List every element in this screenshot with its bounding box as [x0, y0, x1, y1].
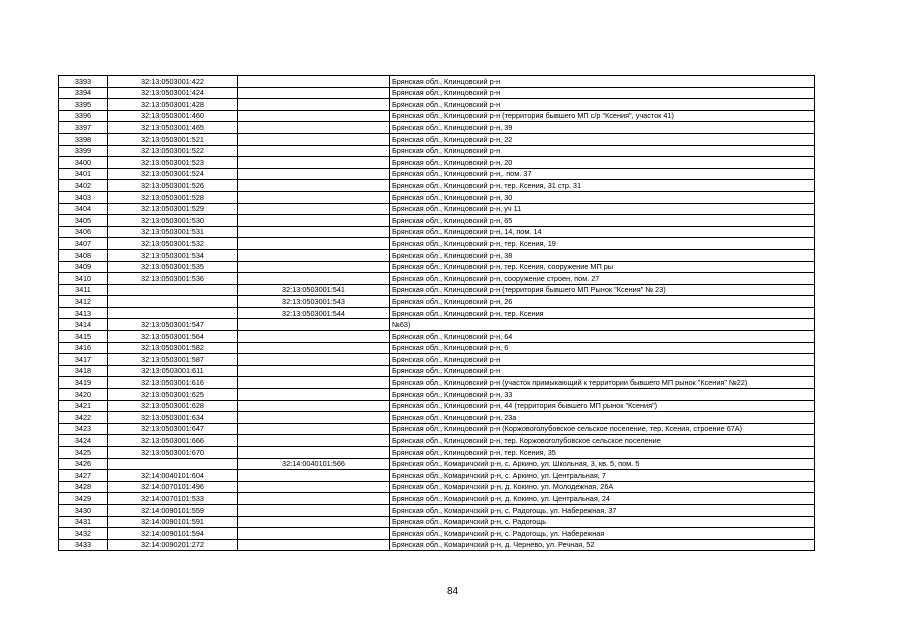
row-number-cell: 3416 [59, 342, 108, 354]
table-row [59, 145, 815, 157]
cadastral-number-cell: 32:13:0503001:647 [108, 423, 238, 435]
row-number-cell: 3400 [59, 157, 108, 169]
cadastral-number-cell: 32:13:0503001:611 [108, 365, 238, 377]
cadastral-number-cell: 32:13:0503001:547 [108, 319, 238, 331]
table-row [59, 249, 815, 261]
cadastral-number-cell: 32:13:0503001:422 [108, 76, 238, 88]
linked-cadastral-number-cell: 32:14:0040101:566 [238, 458, 390, 470]
cadastral-number-cell [108, 284, 238, 296]
table-row [59, 87, 815, 99]
cadastral-number-cell: 32:13:0503001:530 [108, 215, 238, 227]
row-number-cell: 3432 [59, 528, 108, 540]
address-cell: Брянская обл., Клинцовский р-н, 26 [390, 296, 815, 308]
linked-cadastral-number-cell [238, 528, 390, 540]
address-cell: Брянская обл., Клинцовский р-н, 38 [390, 249, 815, 261]
cadastral-number-cell: 32:13:0503001:536 [108, 273, 238, 285]
table-row [59, 133, 815, 145]
address-cell: Брянская обл., Клинцовский р-н (Коржовоголубовское сельское поселение, тер. Ксения, строение 67А) [390, 423, 815, 435]
linked-cadastral-number-cell [238, 435, 390, 447]
row-number-cell: 3406 [59, 226, 108, 238]
linked-cadastral-number-cell [238, 238, 390, 250]
address-cell: Брянская обл., Клинцовский р-н, 22 [390, 133, 815, 145]
row-number-cell: 3418 [59, 365, 108, 377]
table-row [59, 191, 815, 203]
cadastral-number-cell: 32:13:0503001:634 [108, 412, 238, 424]
address-cell: Брянская обл., Клинцовский р-н, сооружение строен, пом. 27 [390, 273, 815, 285]
address-cell: Брянская обл., Клинцовский р-н, 64 [390, 331, 815, 343]
table-row [59, 342, 815, 354]
linked-cadastral-number-cell [238, 87, 390, 99]
table-row [59, 470, 815, 482]
table-row [59, 458, 815, 470]
row-number-cell: 3410 [59, 273, 108, 285]
address-cell: Брянская обл., Клинцовский р-н, тер. Ксения, 35 [390, 447, 815, 459]
table-row [59, 423, 815, 435]
table-row [59, 307, 815, 319]
linked-cadastral-number-cell: 32:13:0503001:544 [238, 307, 390, 319]
table-body [59, 76, 815, 551]
table-row [59, 226, 815, 238]
cadastral-number-cell: 32:13:0503001:526 [108, 180, 238, 192]
address-cell: Брянская обл., Клинцовский р-н, тер. Ксения, сооружение МП ры [390, 261, 815, 273]
linked-cadastral-number-cell [238, 516, 390, 528]
linked-cadastral-number-cell [238, 168, 390, 180]
cadastral-number-cell: 32:13:0503001:534 [108, 249, 238, 261]
address-cell: Брянская обл., Клинцовский р-н (территория бывшего МП с/р "Ксения", участок 41) [390, 110, 815, 122]
row-number-cell: 3430 [59, 504, 108, 516]
address-cell: Брянская обл., Клинцовский р-н, 44 (территория бывшего МП рынок "Ксения") [390, 400, 815, 412]
row-number-cell: 3403 [59, 191, 108, 203]
table-row [59, 412, 815, 424]
cadastral-number-cell: 32:13:0503001:616 [108, 377, 238, 389]
address-cell: Брянская обл., Комаричский р-н, с. Аркино, ул. Школьная, 3, кв. 5, пом. 5 [390, 458, 815, 470]
linked-cadastral-number-cell [238, 191, 390, 203]
address-cell: Брянская обл., Клинцовский р-н [390, 354, 815, 366]
address-cell: Брянская обл., Клинцовский р-н, 20 [390, 157, 815, 169]
row-number-cell: 3417 [59, 354, 108, 366]
address-cell: Брянская обл., Клинцовский р-н [390, 87, 815, 99]
row-number-cell: 3426 [59, 458, 108, 470]
table-row [59, 284, 815, 296]
linked-cadastral-number-cell [238, 249, 390, 261]
table-row [59, 528, 815, 540]
table-row [59, 481, 815, 493]
address-cell: Брянская обл., Клинцовский р-н, 6 [390, 342, 815, 354]
linked-cadastral-number-cell [238, 226, 390, 238]
row-number-cell: 3428 [59, 481, 108, 493]
address-cell: Брянская обл., Комаричский р-н, с. Радогощь [390, 516, 815, 528]
row-number-cell: 3419 [59, 377, 108, 389]
row-number-cell: 3396 [59, 110, 108, 122]
row-number-cell: 3424 [59, 435, 108, 447]
cadastral-number-cell: 32:14:0090101:559 [108, 504, 238, 516]
table-row [59, 389, 815, 401]
address-cell: Брянская обл., Комаричский р-н, с. Аркино, ул. Центральная, 7 [390, 470, 815, 482]
table-row [59, 296, 815, 308]
linked-cadastral-number-cell [238, 423, 390, 435]
row-number-cell: 3401 [59, 168, 108, 180]
row-number-cell: 3431 [59, 516, 108, 528]
linked-cadastral-number-cell [238, 215, 390, 227]
table-row [59, 400, 815, 412]
linked-cadastral-number-cell [238, 180, 390, 192]
address-cell: Брянская обл., Клинцовский р-н (территория бывшего МП Рынок "Ксения" № 23) [390, 284, 815, 296]
linked-cadastral-number-cell [238, 203, 390, 215]
address-cell: Брянская обл., Комаричский р-н, д. Чернево, ул. Речная, 52 [390, 539, 815, 551]
address-cell: Брянская обл., Комаричский р-н, д. Кокино, ул. Молодежная, 26А [390, 481, 815, 493]
row-number-cell: 3423 [59, 423, 108, 435]
linked-cadastral-number-cell [238, 261, 390, 273]
cadastral-number-cell: 32:13:0503001:531 [108, 226, 238, 238]
cadastral-number-cell: 32:14:0090101:594 [108, 528, 238, 540]
address-cell: №63) [390, 319, 815, 331]
row-number-cell: 3412 [59, 296, 108, 308]
row-number-cell: 3394 [59, 87, 108, 99]
cadastral-number-cell: 32:14:0070101:533 [108, 493, 238, 505]
linked-cadastral-number-cell [238, 342, 390, 354]
cadastral-number-cell: 32:13:0503001:535 [108, 261, 238, 273]
linked-cadastral-number-cell [238, 319, 390, 331]
address-cell: Брянская обл., Клинцовский р-н, тер. Ксения [390, 307, 815, 319]
cadastral-number-cell: 32:13:0503001:521 [108, 133, 238, 145]
table-row [59, 447, 815, 459]
cadastral-number-cell: 32:13:0503001:428 [108, 99, 238, 111]
linked-cadastral-number-cell [238, 470, 390, 482]
row-number-cell: 3421 [59, 400, 108, 412]
table-row [59, 539, 815, 551]
linked-cadastral-number-cell: 32:13:0503001:543 [238, 296, 390, 308]
table-row [59, 354, 815, 366]
address-cell: Брянская обл., Клинцовский р-н, 23а [390, 412, 815, 424]
table-row [59, 435, 815, 447]
row-number-cell: 3397 [59, 122, 108, 134]
linked-cadastral-number-cell [238, 493, 390, 505]
address-cell: Брянская обл., Комаричский р-н, д. Кокино, ул. Центральная, 24 [390, 493, 815, 505]
address-cell: Брянская обл., Клинцовский р-н, 33 [390, 389, 815, 401]
cadastral-number-cell: 32:13:0503001:625 [108, 389, 238, 401]
address-cell: Брянская обл., Клинцовский р-н [390, 76, 815, 88]
address-cell: Брянская обл., Комаричский р-н, с. Радогощь, ул. Набережная [390, 528, 815, 540]
linked-cadastral-number-cell [238, 447, 390, 459]
address-cell: Брянская обл., Клинцовский р-н, 65 [390, 215, 815, 227]
linked-cadastral-number-cell [238, 331, 390, 343]
cadastral-number-cell: 32:14:0090201:272 [108, 539, 238, 551]
row-number-cell: 3408 [59, 249, 108, 261]
row-number-cell: 3407 [59, 238, 108, 250]
table-row [59, 261, 815, 273]
table-row [59, 516, 815, 528]
address-cell: Брянская обл., Клинцовский р-н [390, 365, 815, 377]
address-cell: Брянская обл., Клинцовский р-н, 30 [390, 191, 815, 203]
linked-cadastral-number-cell [238, 481, 390, 493]
table-row [59, 110, 815, 122]
registry-table [58, 75, 815, 551]
row-number-cell: 3395 [59, 99, 108, 111]
linked-cadastral-number-cell [238, 273, 390, 285]
table-row [59, 377, 815, 389]
cadastral-number-cell: 32:13:0503001:522 [108, 145, 238, 157]
address-cell: Брянская обл., Клинцовский р-н, тер. Коржовоголубовское сельское поселение [390, 435, 815, 447]
linked-cadastral-number-cell [238, 99, 390, 111]
linked-cadastral-number-cell [238, 365, 390, 377]
cadastral-number-cell: 32:13:0503001:587 [108, 354, 238, 366]
linked-cadastral-number-cell [238, 157, 390, 169]
cadastral-number-cell [108, 296, 238, 308]
cadastral-number-cell: 32:13:0503001:532 [108, 238, 238, 250]
cadastral-number-cell: 32:14:0040101:604 [108, 470, 238, 482]
row-number-cell: 3425 [59, 447, 108, 459]
cadastral-number-cell: 32:13:0503001:424 [108, 87, 238, 99]
table-row [59, 99, 815, 111]
address-cell: Брянская обл., Клинцовский р-н, тер. Ксения, 19 [390, 238, 815, 250]
table-row [59, 504, 815, 516]
row-number-cell: 3429 [59, 493, 108, 505]
linked-cadastral-number-cell [238, 377, 390, 389]
address-cell: Брянская обл., Клинцовский р-н, 39 [390, 122, 815, 134]
linked-cadastral-number-cell [238, 76, 390, 88]
linked-cadastral-number-cell [238, 133, 390, 145]
row-number-cell: 3393 [59, 76, 108, 88]
row-number-cell: 3427 [59, 470, 108, 482]
cadastral-number-cell: 32:13:0503001:564 [108, 331, 238, 343]
row-number-cell: 3402 [59, 180, 108, 192]
cadastral-number-cell: 32:13:0503001:666 [108, 435, 238, 447]
row-number-cell: 3404 [59, 203, 108, 215]
address-cell: Брянская обл., Клинцовский р-н (участок примыкающий к территории бывшего МП рынок "Ксения" №22) [390, 377, 815, 389]
cadastral-number-cell [108, 458, 238, 470]
cadastral-number-cell: 32:14:0090101:591 [108, 516, 238, 528]
row-number-cell: 3433 [59, 539, 108, 551]
row-number-cell: 3415 [59, 331, 108, 343]
table-row [59, 168, 815, 180]
linked-cadastral-number-cell [238, 389, 390, 401]
cadastral-number-cell: 32:14:0070101:496 [108, 481, 238, 493]
cadastral-number-cell [108, 307, 238, 319]
row-number-cell: 3420 [59, 389, 108, 401]
table-row [59, 273, 815, 285]
table-row [59, 122, 815, 134]
address-cell: Брянская обл., Клинцовский р-н [390, 145, 815, 157]
linked-cadastral-number-cell [238, 539, 390, 551]
row-number-cell: 3409 [59, 261, 108, 273]
cadastral-number-cell: 32:13:0503001:460 [108, 110, 238, 122]
table-row [59, 331, 815, 343]
cadastral-number-cell: 32:13:0503001:529 [108, 203, 238, 215]
row-number-cell: 3399 [59, 145, 108, 157]
table-row [59, 319, 815, 331]
table-row [59, 215, 815, 227]
table-row [59, 180, 815, 192]
linked-cadastral-number-cell: 32:13:0503001:541 [238, 284, 390, 296]
page-number: 84 [446, 586, 459, 597]
linked-cadastral-number-cell [238, 504, 390, 516]
address-cell: Брянская обл., Клинцовский р-н, 14, пом. 14 [390, 226, 815, 238]
linked-cadastral-number-cell [238, 110, 390, 122]
row-number-cell: 3414 [59, 319, 108, 331]
cadastral-number-cell: 32:13:0503001:528 [108, 191, 238, 203]
row-number-cell: 3422 [59, 412, 108, 424]
row-number-cell: 3405 [59, 215, 108, 227]
linked-cadastral-number-cell [238, 354, 390, 366]
linked-cadastral-number-cell [238, 412, 390, 424]
linked-cadastral-number-cell [238, 122, 390, 134]
cadastral-number-cell: 32:13:0503001:524 [108, 168, 238, 180]
row-number-cell: 3398 [59, 133, 108, 145]
cadastral-number-cell: 32:13:0503001:465 [108, 122, 238, 134]
table-row [59, 493, 815, 505]
table-row [59, 238, 815, 250]
linked-cadastral-number-cell [238, 145, 390, 157]
cadastral-number-cell: 32:13:0503001:523 [108, 157, 238, 169]
address-cell: Брянская обл., Клинцовский р-н,. пом. 37 [390, 168, 815, 180]
linked-cadastral-number-cell [238, 400, 390, 412]
address-cell: Брянская обл., Клинцовский р-н, уч 11 [390, 203, 815, 215]
cadastral-number-cell: 32:13:0503001:670 [108, 447, 238, 459]
address-cell: Брянская обл., Клинцовский р-н, тер. Ксения, 31 стр. 31 [390, 180, 815, 192]
table-row [59, 203, 815, 215]
table-row [59, 76, 815, 88]
table-row [59, 157, 815, 169]
table-row [59, 365, 815, 377]
cadastral-number-cell: 32:13:0503001:628 [108, 400, 238, 412]
cadastral-number-cell: 32:13:0503001:582 [108, 342, 238, 354]
row-number-cell: 3413 [59, 307, 108, 319]
row-number-cell: 3411 [59, 284, 108, 296]
address-cell: Брянская обл., Комаричский р-н, с. Радогощь, ул. Набережная, 37 [390, 504, 815, 516]
address-cell: Брянская обл., Клинцовский р-н [390, 99, 815, 111]
